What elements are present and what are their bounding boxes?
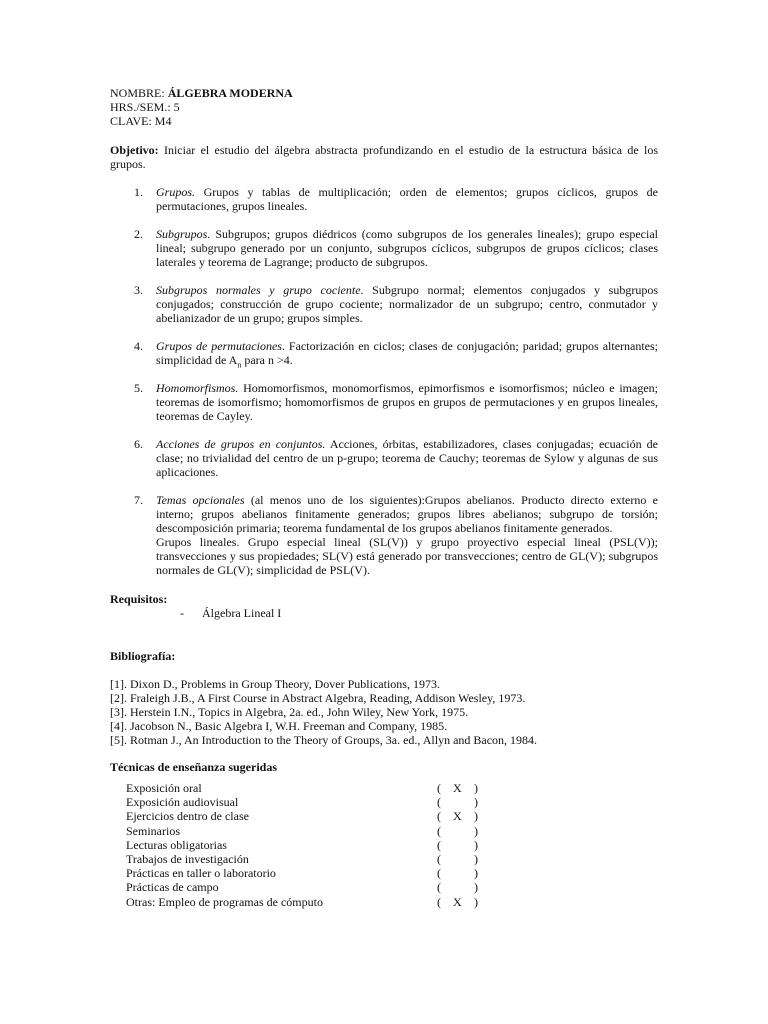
close-paren: ) <box>474 795 478 810</box>
topic-item <box>110 493 658 577</box>
topic-number: 3. <box>134 283 143 297</box>
technique-row <box>126 781 496 795</box>
topic-title: Homomorfismos. <box>156 381 239 395</box>
topic-subscript: n <box>237 360 242 370</box>
close-paren: ) <box>474 851 478 866</box>
technique-row <box>126 895 496 909</box>
topic-text: . Subgrupo normal; elementos conjugados y subgrupos conjugados; construcción de grupo cociente; normalizador de un subgrupo; centro, conmutador y abelianizador de un grupo; grupos simples. <box>156 283 658 325</box>
open-paren: ( <box>437 880 441 895</box>
technique-name: Ejercicios dentro de clase <box>126 809 249 824</box>
close-paren: ) <box>474 823 478 838</box>
technique-mark: X <box>453 809 462 824</box>
topic-text-continuation: Grupos lineales. Grupo especial lineal (SL(V)) y grupo proyectivo especial lineal (PSL(V)); transvecciones y sus propiedades; SL(V) está generado por transvecciones; centro de GL(V); subgrupos normales de GL(V); simplicidad de PSL(V). <box>156 535 658 577</box>
open-paren: ( <box>437 866 441 881</box>
technique-mark: X <box>453 781 462 795</box>
open-paren: ( <box>437 851 441 866</box>
topic-number: 7. <box>134 493 143 507</box>
topic-title: Subgrupos normales y grupo cociente <box>156 283 361 297</box>
close-paren: ) <box>474 880 478 895</box>
close-paren: ) <box>474 809 478 824</box>
topic-item <box>110 227 658 269</box>
technique-name: Otras: Empleo de programas de cómputo <box>126 894 323 909</box>
topic-text: . Factorización en ciclos; clases de conjugación; paridad; grupos alternantes; simplicidad de A <box>156 339 659 367</box>
technique-name: Seminarios <box>126 823 180 838</box>
topic-item <box>110 437 658 479</box>
bibliography-label: Bibliografía: <box>110 649 176 663</box>
topic-item <box>110 185 658 213</box>
requirement-item: Álgebra Lineal I <box>202 606 282 620</box>
open-paren: ( <box>437 809 441 824</box>
topic-title: Subgrupos. <box>156 227 211 241</box>
bibliography-item: [5]. Rotman J., An Introduction to the Theory of Groups, 3a. ed., Allyn and Bacon, 1984. <box>110 733 538 747</box>
course-key: CLAVE: M4 <box>110 114 172 128</box>
objective-text: Iniciar el estudio del álgebra abstracta profundizando en el estudio de la estructura básica de los grupos. <box>110 143 659 171</box>
topic-title: Grupos de permutaciones <box>156 339 282 353</box>
topic-title: Temas opcionales <box>156 493 245 507</box>
topic-number: 2. <box>134 227 143 241</box>
close-paren: ) <box>474 837 478 852</box>
technique-name: Prácticas de campo <box>126 880 219 895</box>
topic-text: (al menos uno de los siguientes):Grupos abelianos. Producto directo externo e interno; grupos abelianos finitamente generados; grupos libres abelianos; subgrupo de torsión; descomposición primaria; teorema fundamental de los grupos abelianos finitamente generados. <box>156 493 659 535</box>
technique-name: Trabajos de investigación <box>126 851 249 866</box>
technique-row <box>126 866 496 880</box>
technique-name: Exposición audiovisual <box>126 795 239 810</box>
technique-row <box>126 809 496 823</box>
open-paren: ( <box>437 894 441 909</box>
bibliography-item: [3]. Herstein I.N., Topics in Algebra, 2a. ed., John Wiley, New York, 1975. <box>110 705 469 719</box>
technique-row <box>126 824 496 838</box>
topic-text-end: para n >4. <box>241 353 293 367</box>
topic-number: 6. <box>134 437 143 451</box>
topic-number: 4. <box>134 339 143 353</box>
open-paren: ( <box>437 837 441 852</box>
open-paren: ( <box>437 781 441 795</box>
topic-item <box>110 283 658 325</box>
close-paren: ) <box>474 894 478 909</box>
technique-row <box>126 880 496 894</box>
topic-text: Acciones, órbitas, estabilizadores, clases conjugadas; ecuación de clase; no trivialidad del centro de un p-grupo; teorema de Cauchy; teoremas de Sylow y algunas de sus aplicaciones. <box>156 437 659 479</box>
requirements-label: Requisitos: <box>110 592 168 606</box>
topic-title: Grupos. <box>156 185 196 199</box>
technique-row <box>126 838 496 852</box>
objective-label: Objetivo: <box>110 143 159 157</box>
objective-paragraph <box>110 143 658 171</box>
technique-name: Lecturas obligatorias <box>126 837 227 852</box>
topic-number: 1. <box>134 185 143 199</box>
topic-item <box>110 339 659 370</box>
course-name-value: ÁLGEBRA MODERNA <box>167 86 293 100</box>
topic-text: Homomorfismos, monomorfismos, epimorfismos e isomorfismos; núcleo e imagen; teoremas de isomorfismo; homomorfismos de grupos en grupos de permutaciones y en grupos lineales, teoremas de Cayley. <box>156 381 658 423</box>
course-name-label: NOMBRE: <box>110 86 165 100</box>
open-paren: ( <box>437 795 441 810</box>
topics-list <box>110 185 658 577</box>
technique-row <box>126 852 496 866</box>
open-paren: ( <box>437 823 441 838</box>
topic-number: 5. <box>134 381 143 395</box>
technique-name: Exposición oral <box>126 781 202 795</box>
requirement-bullet: - <box>180 606 184 620</box>
bibliography-item: [2]. Fraleigh J.B., A First Course in Abstract Algebra, Reading, Addison Wesley, 1973. <box>110 691 526 705</box>
topic-text: Grupos y tablas de multiplicación; orden de elementos; grupos cíclicos, grupos de permutaciones, grupos lineales. <box>156 185 658 213</box>
course-name-line <box>110 86 293 100</box>
technique-mark: X <box>453 894 462 909</box>
topic-text: Subgrupos; grupos diédricos (como subgrupos de los generales lineales); grupo especial lineal; subgrupo generado por un conjunto, subgrupos cíclicos, subgrupos de grupos cíclicos; clases laterales y teorema de Lagrange; producto de subgrupos. <box>156 227 659 269</box>
close-paren: ) <box>474 866 478 881</box>
course-hours: HRS./SEM.: 5 <box>110 100 180 114</box>
technique-name: Prácticas en taller o laboratorio <box>126 866 276 881</box>
close-paren: ) <box>474 781 478 795</box>
topic-item <box>110 381 658 423</box>
techniques-label: Técnicas de enseñanza sugeridas <box>110 760 278 774</box>
techniques-list <box>126 781 496 909</box>
bibliography-item: [4]. Jacobson N., Basic Algebra I, W.H. Freeman and Company, 1985. <box>110 719 448 733</box>
technique-row <box>126 795 496 809</box>
topic-title: Acciones de grupos en conjuntos. <box>156 437 326 451</box>
bibliography-list <box>110 677 537 747</box>
bibliography-item: [1]. Dixon D., Problems in Group Theory, Dover Publications, 1973. <box>110 677 440 691</box>
